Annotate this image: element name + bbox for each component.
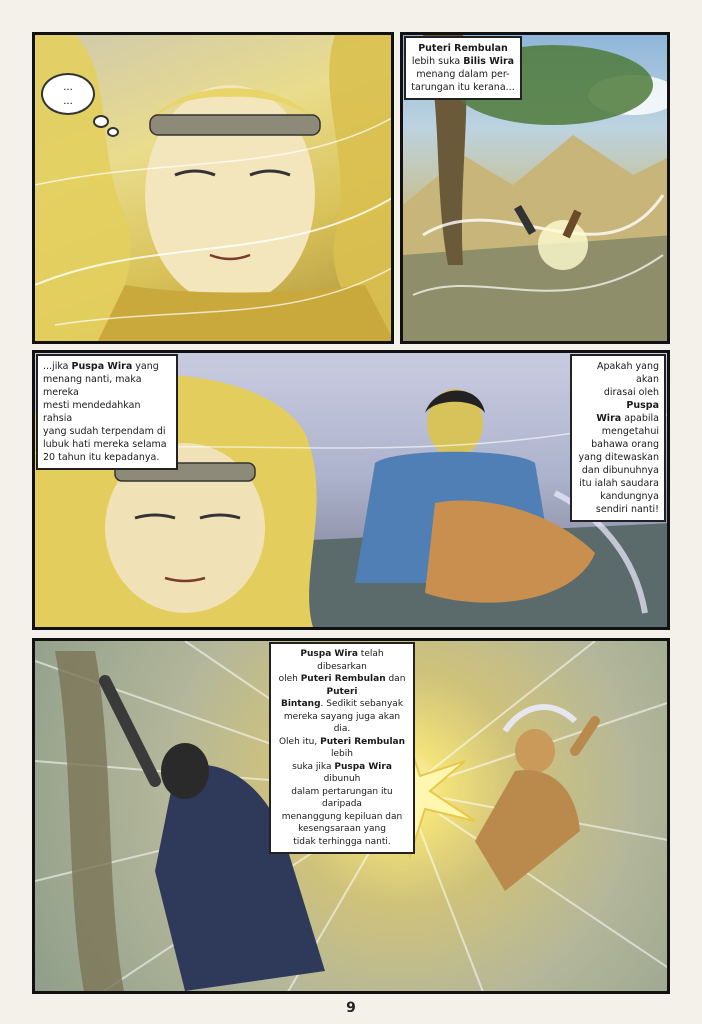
thought-text-line-2: ... <box>63 96 73 107</box>
name-puspa: Puspa <box>626 400 659 411</box>
caption-text: apabila <box>621 413 659 424</box>
narration-caption-panel-3-left <box>36 354 178 470</box>
caption-text: mengetahui <box>601 426 659 437</box>
narration-caption-panel-4 <box>269 642 415 854</box>
name-puteri: Puteri <box>326 686 358 697</box>
name-bintang: Bintang <box>280 699 321 709</box>
thought-bubble <box>41 73 95 115</box>
caption-text: oleh <box>278 674 301 684</box>
caption-text: menang nanti, maka mereka <box>43 374 142 398</box>
thought-text-line-1: ... <box>63 82 73 93</box>
caption-text: lebih suka <box>411 56 464 67</box>
name-puteri-rembulan: Puteri Rembulan <box>300 674 386 684</box>
name-puspa-wira: Puspa Wira <box>71 361 133 372</box>
caption-text: lebih <box>331 749 353 759</box>
caption-text: kandungnya <box>600 491 659 502</box>
narration-caption-panel-2 <box>404 36 522 100</box>
name-puspa-wira: Puspa Wira <box>334 761 392 772</box>
panel-3-woman-and-warrior <box>32 350 670 630</box>
panel-2-battle-landscape <box>400 32 670 344</box>
caption-text: kesengsaraan yang <box>298 824 386 834</box>
caption-text: Oleh itu, <box>278 736 321 747</box>
caption-text: suka jika <box>292 761 335 772</box>
caption-text: dibunuh <box>323 774 361 784</box>
caption-text: mereka sayang juga akan dia. <box>283 711 401 734</box>
caption-text: yang ditewaskan <box>578 452 659 463</box>
caption-text: menang dalam per- <box>416 69 510 80</box>
panel-4-energy-clash <box>32 638 670 994</box>
caption-text: menanggung kepiluan dan <box>281 811 403 822</box>
caption-text: tarungan itu kerana... <box>411 82 515 93</box>
thought-bubble-dot-small <box>107 127 119 137</box>
caption-text: itu ialah saudara <box>579 478 659 489</box>
panel-1-woman-closeup <box>32 32 394 344</box>
caption-text: dan dibunuhnya <box>581 465 659 476</box>
caption-text: dirasai oleh <box>603 387 659 398</box>
caption-text: lubuk hati mereka selama <box>43 439 167 450</box>
thought-bubble-dot-large <box>93 115 109 128</box>
name-bilis-wira: Bilis Wira <box>463 56 515 67</box>
caption-text: bahawa orang <box>591 439 659 450</box>
caption-text: tidak terhingga nanti. <box>293 836 391 847</box>
caption-text: sendiri nanti! <box>595 504 659 515</box>
page-number: 9 <box>346 1000 356 1016</box>
caption-text: . Sedikit sebanyak <box>320 699 404 709</box>
caption-text: dalam pertarungan itu daripada <box>291 786 393 809</box>
name-puteri-rembulan: Puteri Rembulan <box>320 736 406 747</box>
caption-text: 20 tahun itu kepadanya. <box>43 452 160 463</box>
caption-text: Apakah yang akan <box>596 361 659 385</box>
caption-text: mesti mendedahkan rahsia <box>43 400 141 424</box>
narration-caption-panel-3-right <box>570 354 666 522</box>
caption-text: dan <box>385 674 406 684</box>
name-puteri-rembulan: Puteri Rembulan <box>418 43 508 54</box>
name-puspa-wira: Puspa Wira <box>300 649 358 659</box>
caption-text: yang sudah terpendam di <box>43 426 166 437</box>
caption-text: ...jika <box>43 361 72 372</box>
name-wira: Wira <box>596 413 622 424</box>
caption-text: telah dibesarkan <box>317 649 384 672</box>
caption-text: yang <box>132 361 159 372</box>
